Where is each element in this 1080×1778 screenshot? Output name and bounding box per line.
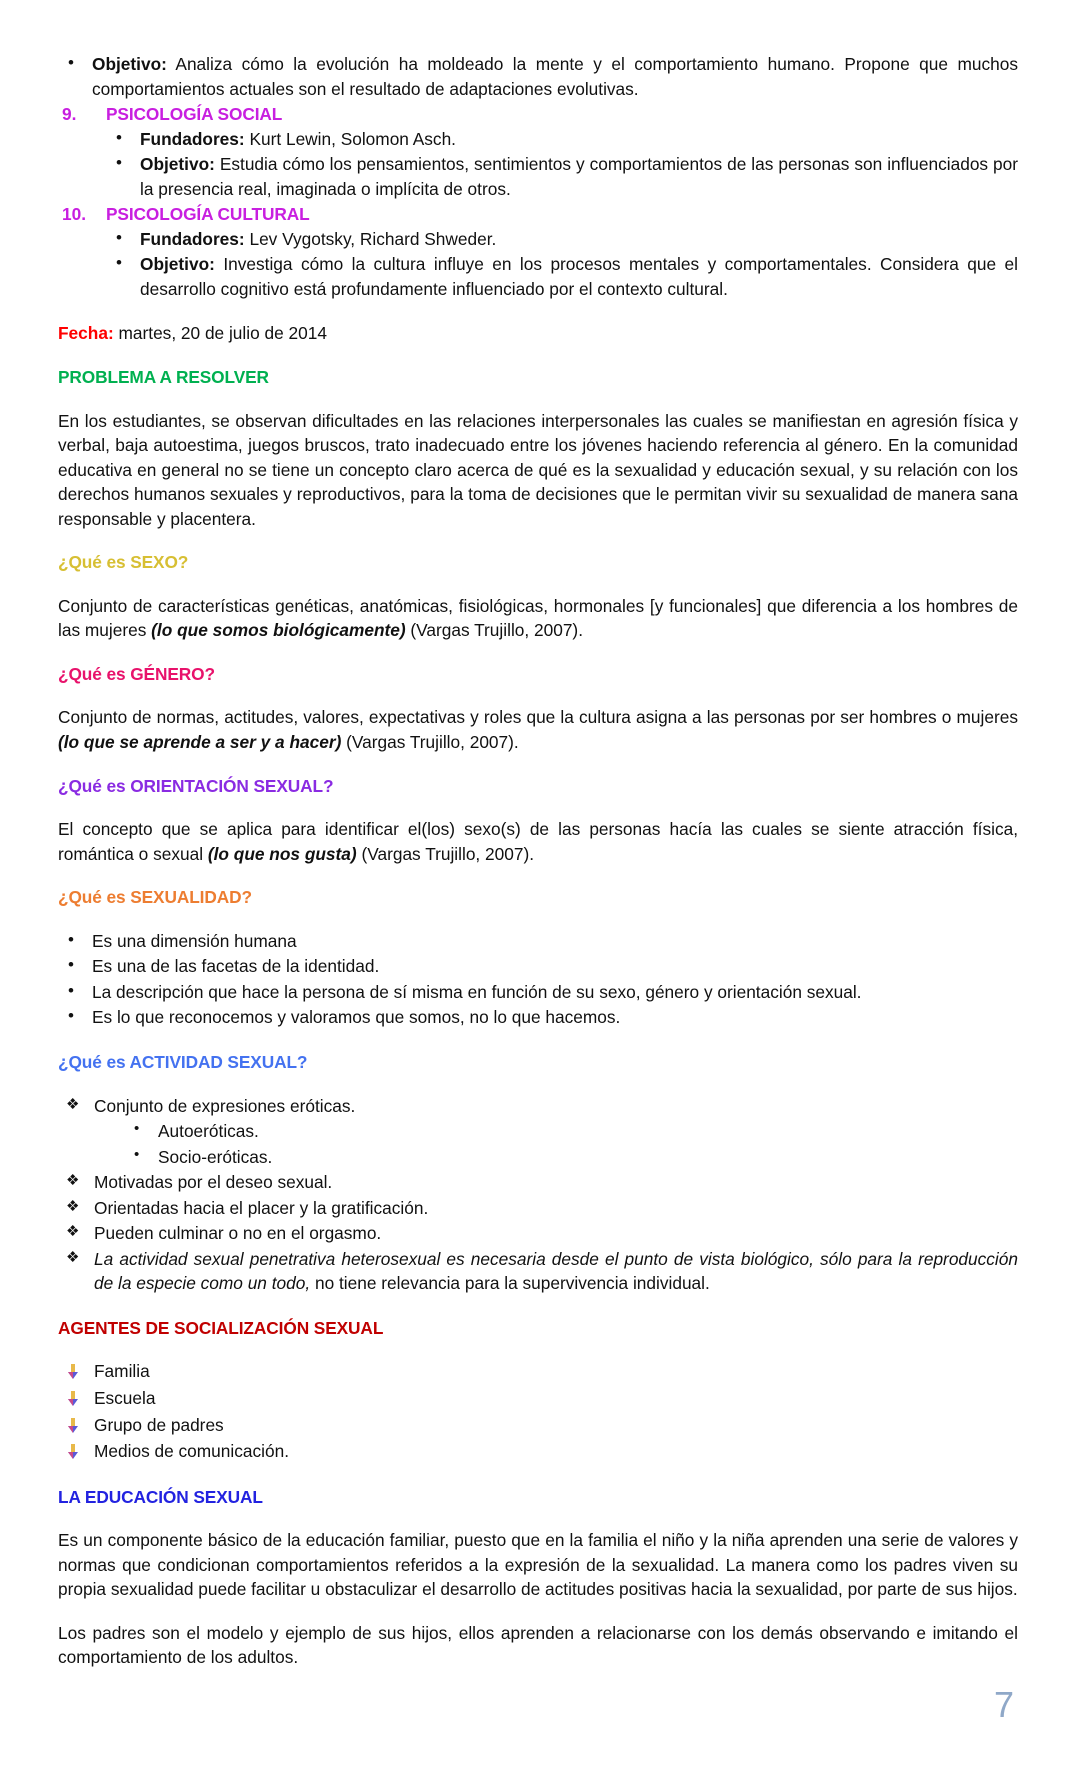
heading-problema: PROBLEMA A RESOLVER	[58, 367, 269, 388]
list-item: • Es lo que reconocemos y valoramos que somos, no lo que hacemos.	[58, 1005, 1018, 1030]
down-arrow-icon	[65, 1417, 81, 1434]
down-arrow-icon	[65, 1390, 81, 1407]
educacion-paragraph-2: Los padres son el modelo y ejemplo de sus hijos, ellos aprenden a relacionarse con los demás observando e imitando el comportamiento de los adultos.	[58, 1622, 1018, 1668]
list-item	[58, 1439, 1018, 1464]
list-item	[106, 252, 1018, 301]
list-item: • Socio-eróticas.	[124, 1145, 1018, 1170]
outline-item-10	[58, 202, 1018, 301]
plain-text: no tiene relevancia para la supervivencia individual.	[310, 1273, 710, 1294]
heading-educacion-sexual: LA EDUCACIÓN SEXUAL	[58, 1486, 263, 1507]
sexo-emphasis: (lo que somos biológicamente)	[151, 620, 406, 641]
orientacion-text-after: (Vargas Trujillo, 2007).	[356, 843, 535, 864]
heading-sexualidad: ¿Qué es SEXUALIDAD?	[58, 887, 252, 908]
genero-paragraph	[58, 705, 1018, 754]
down-arrow-icon	[65, 1363, 81, 1380]
sexualidad-list	[58, 929, 1018, 1030]
list-item: • La descripción que hace la persona de sí misma en función de su sexo, género y orientación sexual.	[58, 980, 1018, 1005]
heading-sexo: ¿Qué es SEXO?	[58, 552, 189, 573]
genero-text-before: Conjunto de normas, actitudes, valores, expectativas y roles que la cultura asigna a las personas por ser hombres o mujeres	[58, 707, 1018, 728]
section-bullets	[106, 227, 1018, 302]
list-item: • Es una de las facetas de la identidad.	[58, 954, 1018, 979]
educacion-paragraph-1: Es un componente básico de la educación familiar, puesto que en la familia el niño y la niña aprenden una serie de valores y normas que condicionan comportamientos referidos a la expresión de la sexualidad. La manera como los padres viven su propia sexualidad puede facilitar u obstaculizar el desarrollo de actitudes positivas hacia la sexualidad, por parte de sus hijos.	[58, 1530, 1018, 1600]
problema-paragraph: En los estudiantes, se observan dificultades en las relaciones interpersonales las cuales se manifiestan en agresión física y verbal, baja autoestima, juegos bruscos, trato inadecuado entre los jóvenes haciendo referencia al género. En la comunidad educativa en general no se tiene un concepto claro acerca de qué es la sexualidad y educación sexual, y su relación con los derechos humanos sexuales y reproductivos, para la toma de decisiones que le permitan vivir su sexualidad de manera sana responsable y placentera.	[58, 410, 1018, 529]
heading-actividad-sexual: ¿Qué es ACTIVIDAD SEXUAL?	[58, 1051, 308, 1072]
list-item: ❖ Pueden culminar o no en el orgasmo.	[58, 1221, 1018, 1246]
orientacion-emphasis: (lo que nos gusta)	[207, 843, 357, 864]
list-item	[58, 52, 1018, 101]
bullet-label: Objetivo:	[92, 54, 167, 74]
actividad-sexual-sublist	[124, 1119, 1018, 1169]
bullet-label: Fundadores:	[140, 228, 245, 249]
list-item	[106, 127, 1018, 152]
genero-text-after: (Vargas Trujillo, 2007).	[341, 732, 519, 753]
page-number: 7	[993, 1684, 1014, 1725]
outline-item-9	[58, 102, 1018, 201]
list-item: • Es una dimensión humana	[58, 929, 1018, 954]
outline-list	[58, 102, 1018, 301]
section-heading: PSICOLOGÍA CULTURAL	[106, 204, 310, 225]
bullet-label: Objetivo:	[140, 154, 215, 175]
fecha-line	[58, 321, 1018, 346]
heading-genero: ¿Qué es GÉNERO?	[58, 663, 215, 684]
orphan-bullet-list	[58, 52, 1018, 101]
list-item: ❖ Orientadas hacia el placer y la gratificación.	[58, 1196, 1018, 1221]
bullet-label: Objetivo:	[140, 254, 215, 275]
list-item	[106, 227, 1018, 252]
down-arrow-icon	[65, 1443, 81, 1460]
heading-agentes: AGENTES DE SOCIALIZACIÓN SEXUAL	[58, 1317, 384, 1338]
fecha-value: martes, 20 de julio de 2014	[113, 323, 327, 344]
bullet-text: Investiga cómo la cultura influye en los procesos mentales y comportamentales. Considera que el desarrollo cognitivo está profundamente influenciado por el contexto cultural.	[140, 254, 1018, 299]
genero-emphasis: (lo que se aprende a ser y a hacer)	[58, 732, 342, 753]
outline-number: 10.	[62, 204, 87, 225]
heading-orientacion: ¿Qué es ORIENTACIÓN SEXUAL?	[58, 775, 334, 796]
list-item	[58, 1413, 1018, 1438]
list-item	[58, 1094, 1018, 1170]
list-item-text: Grupo de padres	[94, 1414, 224, 1435]
list-item: ❖ Motivadas por el deseo sexual.	[58, 1170, 1018, 1195]
section-heading: PSICOLOGÍA SOCIAL	[106, 104, 283, 125]
bullet-label: Fundadores:	[140, 128, 245, 149]
section-bullets	[106, 127, 1018, 202]
sexo-text-after: (Vargas Trujillo, 2007).	[405, 620, 583, 641]
bullet-text: Estudia cómo los pensamientos, sentimientos y comportamientos de las personas son influenciados por la presencia real, imaginada o implícita de otros.	[140, 154, 1018, 199]
fecha-label: Fecha:	[58, 323, 114, 344]
list-item-text: Medios de comunicación.	[94, 1441, 289, 1462]
list-item-text: Conjunto de expresiones eróticas.	[94, 1095, 356, 1116]
actividad-sexual-list	[58, 1094, 1018, 1296]
sexo-paragraph	[58, 594, 1018, 643]
list-item	[106, 152, 1018, 201]
sexo-text-before: Conjunto de características genéticas, anatómicas, fisiológicas, hormonales [y funcionales] que diferencia a los hombres de las mujeres	[58, 595, 1018, 641]
bullet-text: Lev Vygotsky, Richard Shweder.	[244, 228, 497, 249]
list-item-italic	[58, 1247, 1018, 1296]
bullet-text: Analiza cómo la evolución ha moldeado la mente y el comportamiento humano. Propone que muchos comportamientos actuales son el resultado de adaptaciones evolutivas.	[92, 54, 1018, 99]
agentes-list	[58, 1359, 1018, 1463]
list-item: • Autoeróticas.	[124, 1119, 1018, 1144]
list-item	[58, 1386, 1018, 1411]
list-item	[58, 1359, 1018, 1384]
italic-text: La actividad sexual penetrativa heterosexual es necesaria desde el punto de vista biológico, sólo para la reproducción de la especie como un todo,	[94, 1248, 1018, 1294]
orientacion-paragraph	[58, 817, 1018, 866]
list-item-text: Escuela	[94, 1387, 156, 1408]
orientacion-text-before: El concepto que se aplica para identificar el(los) sexo(s) de las personas hacía las cuales se siente atracción física, romántica o sexual	[58, 819, 1018, 864]
document-body	[58, 52, 1018, 1670]
bullet-text: Kurt Lewin, Solomon Asch.	[244, 128, 456, 149]
outline-number: 9.	[62, 104, 77, 125]
list-item-text: Familia	[94, 1361, 150, 1382]
